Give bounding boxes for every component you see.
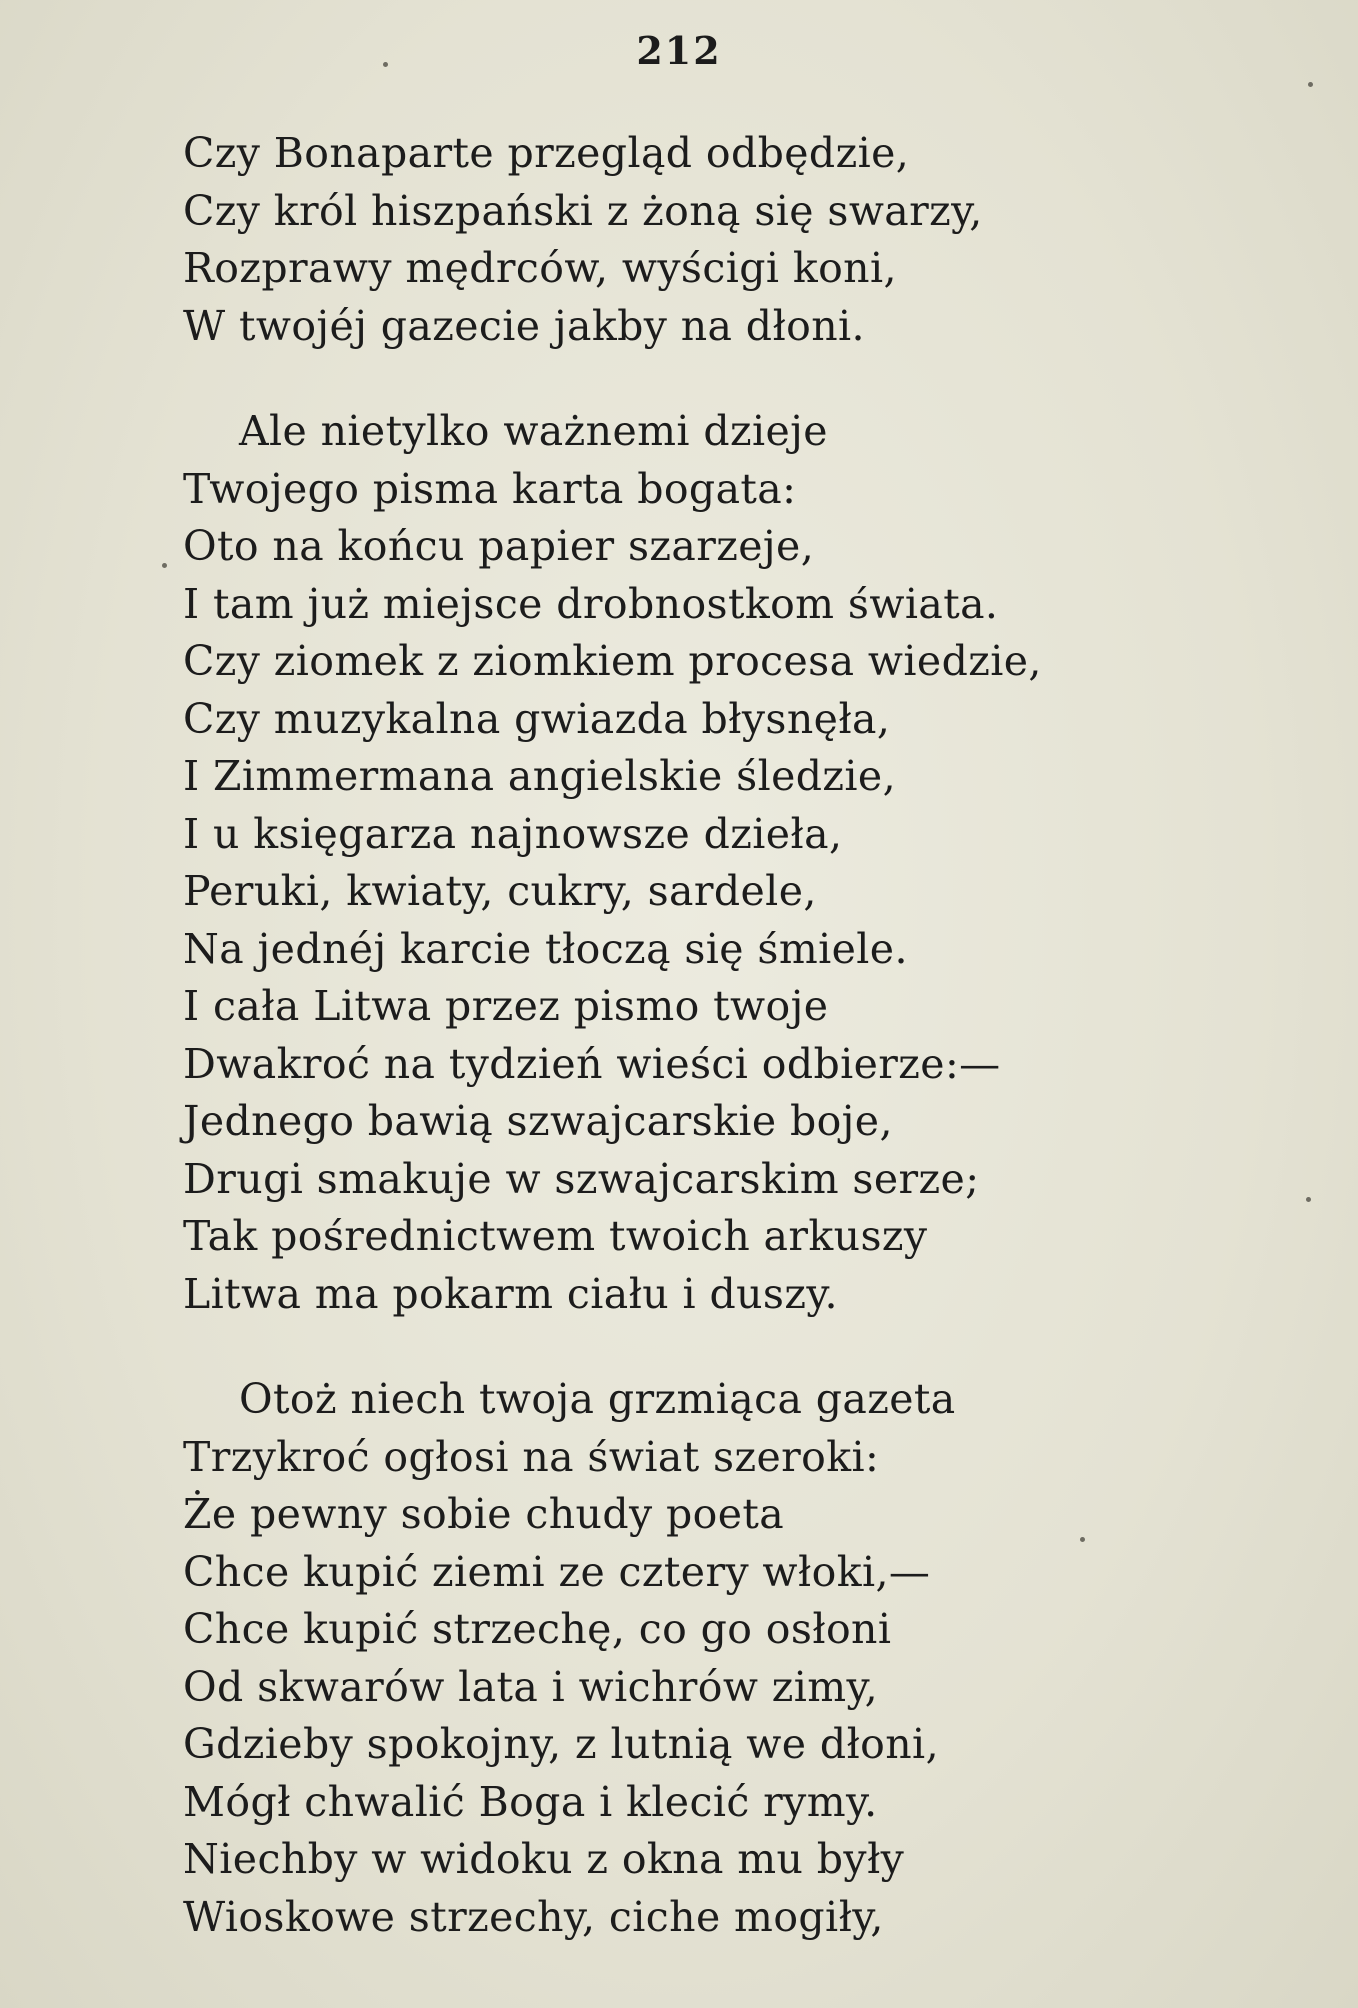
- poem: [183, 125, 1283, 1994]
- stanza-2: [183, 403, 1283, 1323]
- verse-line: Litwa ma pokarm ciału i duszy.: [183, 1269, 838, 1318]
- verse-line: I cała Litwa przez pismo twoje: [183, 982, 829, 1030]
- verse-line: Jednego bawią szwajcarskie boje,: [183, 1097, 893, 1145]
- paper-speck: [1308, 82, 1313, 87]
- verse-line: Wioskowe strzechy, ciche mogiły,: [183, 1892, 884, 1941]
- stanza-3: [183, 1371, 1283, 1946]
- verse-line: Rozprawy mędrców, wyścigi koni,: [183, 244, 897, 292]
- verse-line: Chce kupić strzechę, co go osłoni: [183, 1605, 892, 1653]
- verse-line: Niechby w widoku z okna mu były: [183, 1835, 905, 1883]
- verse-line: Peruki, kwiaty, cukry, sardele,: [183, 867, 817, 915]
- verse-line: Chce kupić ziemi ze cztery włoki,—: [183, 1547, 931, 1596]
- verse-line: Ale nietylko ważnemi dzieje: [239, 407, 828, 455]
- stanza-1: [183, 125, 1283, 355]
- verse-line: Czy ziomek z ziomkiem procesa wiedzie,: [183, 637, 1042, 685]
- verse-line: I u księgarza najnowsze dzieła,: [183, 809, 843, 858]
- verse-line: Czy Bonaparte przegląd odbędzie,: [183, 129, 910, 177]
- verse-line: Drugi smakuje w szwajcarskim serze;: [183, 1154, 980, 1203]
- verse-line: W twojéj gazecie jakby na dłoni.: [183, 301, 865, 350]
- verse-line: I tam już miejsce drobnostkom świata.: [183, 579, 999, 628]
- verse-line: Czy muzykalna gwiazda błysnęła,: [183, 694, 891, 743]
- verse-line: Czy król hiszpański z żoną się swarzy,: [183, 186, 983, 235]
- verse-line: Tak pośrednictwem twoich arkuszy: [183, 1212, 928, 1260]
- verse-line: Otoż niech twoja grzmiąca gazeta: [239, 1375, 956, 1423]
- verse-line: I Zimmermana angielskie śledzie,: [183, 752, 897, 800]
- verse-line: Trzykroć ogłosi na świat szeroki:: [183, 1432, 880, 1481]
- verse-line: Mógł chwalić Boga i klecić rymy.: [183, 1777, 878, 1826]
- verse-line: Dwakroć na tydzień wieści odbierze:—: [183, 1039, 1001, 1088]
- verse-line: Że pewny sobie chudy poeta: [183, 1490, 785, 1538]
- paper-speck: [383, 62, 388, 67]
- paper-speck: [162, 563, 167, 568]
- verse-line: Od skwarów lata i wichrów zimy,: [183, 1662, 879, 1711]
- verse-line: Na jednéj karcie tłoczą się śmiele.: [183, 924, 908, 973]
- page-number: 212: [636, 28, 722, 73]
- verse-line: Gdzieby spokojny, z lutnią we dłoni,: [183, 1720, 940, 1768]
- verse-line: Twojego pisma karta bogata:: [183, 464, 797, 513]
- verse-line: Oto na końcu papier szarzeje,: [183, 522, 815, 570]
- paper-speck: [1306, 1197, 1311, 1202]
